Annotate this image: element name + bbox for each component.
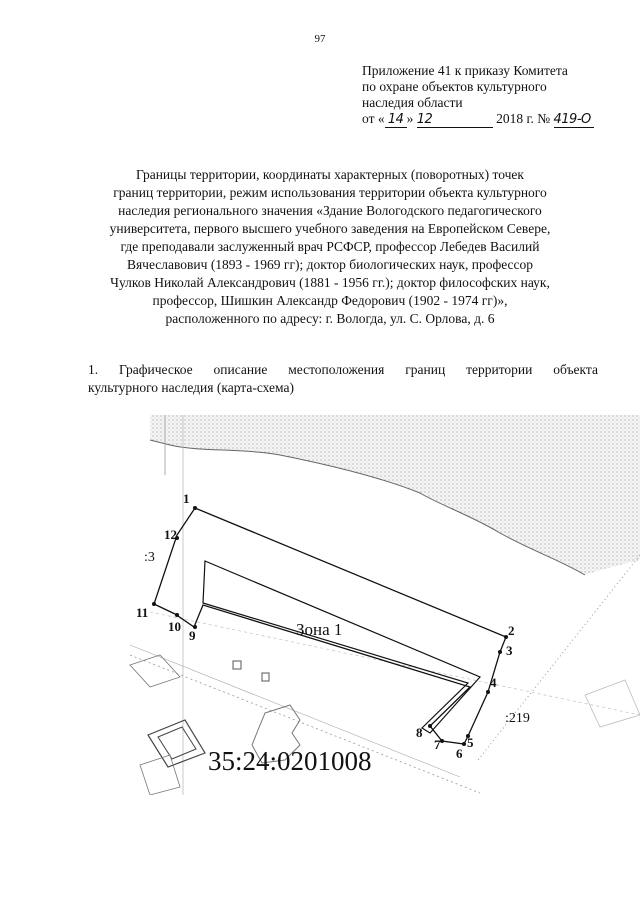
point-label: 7 — [434, 737, 441, 752]
building-outline — [262, 673, 269, 681]
title-line: границ территории, режим использования территории объекта культурного — [113, 185, 547, 200]
point-label: 10 — [168, 619, 181, 634]
point-label: 1 — [183, 491, 190, 506]
point-label: 2 — [508, 623, 515, 638]
building-outline — [148, 720, 205, 767]
building-outline — [585, 680, 640, 727]
from-label: от « — [362, 111, 385, 126]
section-line-2: культурного наследия (карта-схема) — [88, 380, 294, 395]
title-line: Границы территории, координаты характерных (поворотных) точек — [136, 167, 524, 182]
appendix-line: по охране объектов культурного — [362, 79, 547, 94]
point-label: 11 — [136, 605, 149, 620]
point-label: 4 — [490, 675, 497, 690]
appendix-line: Приложение 41 к приказу Комитета — [362, 63, 568, 78]
year-label: 2018 г. № — [496, 111, 551, 126]
point-label: 3 — [506, 643, 513, 658]
section-line-1: 1. Графическое описание местоположения границ территории объекта — [88, 362, 598, 377]
point-label: 8 — [416, 725, 423, 740]
point-label: 6 — [456, 746, 463, 761]
title-line: где преподавали заслуженный врач РСФСР, профессор Лебедев Василий — [120, 239, 540, 254]
building-outline — [130, 655, 180, 687]
parcel-label-right: :219 — [505, 711, 530, 726]
boundary-map — [0, 415, 640, 795]
handwritten-number: 419-О — [554, 112, 594, 128]
title-line: наследия регионального значения «Здание Вологодского педагогического — [118, 203, 542, 218]
zone-label: Зона 1 — [296, 620, 343, 639]
close-quote: » — [406, 111, 414, 126]
title-line: Вячеславович (1893 - 1969 гг); доктор биологических наук, профессор — [126, 257, 534, 272]
river-area — [150, 415, 640, 575]
cadastral-number: 35:24:0201008 — [208, 746, 372, 776]
point-label: 12 — [164, 527, 177, 542]
building-outline — [140, 755, 180, 795]
appendix-date-line — [362, 111, 632, 128]
title-line: профессор, Шишкин Александр Федорович (1902 - 1974 гг)», — [152, 293, 508, 308]
point-label: 5 — [467, 735, 474, 750]
section-heading — [88, 361, 598, 397]
page-number: 97 — [314, 33, 326, 45]
title-line: расположенного по адресу: г. Вологда, ул. С. Орлова, д. 6 — [165, 311, 495, 326]
title-line: Чулков Николай Александрович (1881 - 1956 гг.); доктор философских наук, — [110, 275, 550, 290]
appendix-header — [362, 63, 632, 128]
dotted-line — [478, 555, 640, 760]
title-line: университета, первого высшего учебного заведения на Европейском Севере, — [109, 221, 551, 236]
handwritten-month: 12 — [417, 112, 493, 128]
parcel-label-left: :3 — [144, 550, 155, 565]
building-outline — [233, 661, 241, 669]
document-title — [80, 166, 580, 328]
point-label: 9 — [189, 628, 196, 643]
appendix-line: наследия области — [362, 95, 463, 110]
handwritten-day: 14 — [385, 112, 407, 128]
building-outline — [158, 727, 196, 759]
